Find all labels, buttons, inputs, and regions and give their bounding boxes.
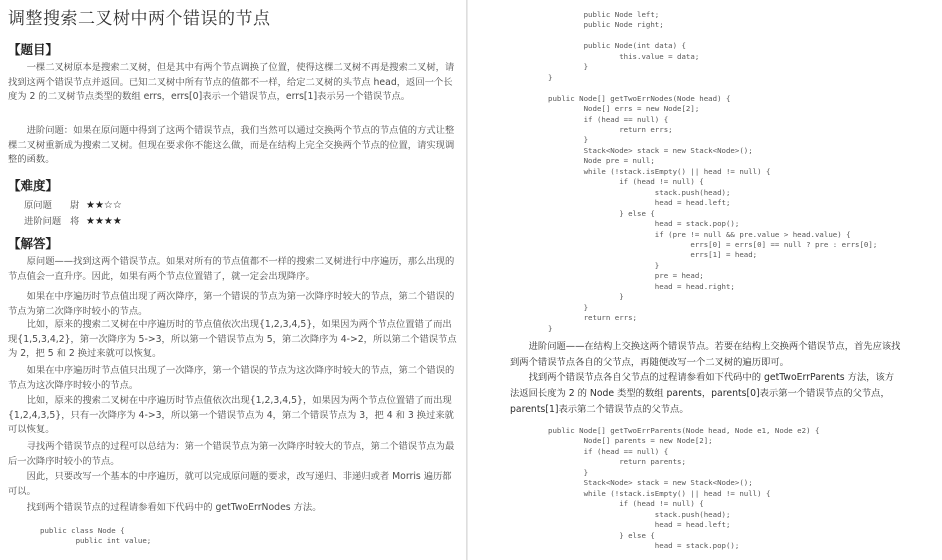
- code-block-get-two-err-parents: public Node[] getTwoErrParents(Node head, Node e1, Node e2) { Node[] parents = new Node[2]; if (head == null) { return parents; } Stack<Node> stack = new Stack<Node>(); while (!stack.isEmpty() || head != null) { if (head != null) { stack.push(head); head = head.left; } else { head = stack.pop();: [548, 426, 820, 550]
- answer-paragraph: 比如，原来的搜索二叉树在中序遍历时节点值依次出现{1,2,3,4,5}，如果因为两个节点位置错了而出现{1,2,4,3,5}，只有一次降序为 4->3，所以第一个错误节点为 4，第二个错误节点为 3，把 4 和 3 换过来就可以恢复。: [8, 395, 454, 436]
- difficulty-label: 进阶问题: [24, 216, 62, 227]
- section-heading-difficulty: 【难度】: [8, 178, 59, 193]
- section-heading-problem: 【题目】: [8, 42, 59, 57]
- difficulty-level: 尉: [70, 200, 80, 211]
- page-title: 调整搜索二叉树中两个错误的节点: [8, 9, 271, 29]
- advanced-solution-paragraph: 进阶问题——在结构上交换这两个错误节点。若要在结构上交换两个错误节点，首先应该找到两个错误节点各自的父节点，再随便改写一个二叉树的遍历即可。: [510, 341, 901, 368]
- code-block-node-class: public class Node { public int value;: [40, 526, 152, 546]
- answer-paragraph: 找到两个错误节点的过程请参看如下代码中的 getTwoErrNodes 方法。: [26, 502, 322, 513]
- answer-paragraph: 原问题——找到这两个错误节点。如果对所有的节点值都不一样的搜索二叉树进行中序遍历，那么出现的节点值会一直升序。因此，如果有两个节点位置错了，就一定会出现降序。: [8, 256, 455, 282]
- answer-paragraph: 比如，原来的搜索二叉树在中序遍历时的节点值依次出现{1,2,3,4,5}，如果因为两个节点位置错了而出现{1,5,3,4,2}，第一次降序为 5->3，所以第一个错误节点为 5，第二次降序为 4->2，所以第二个错误节点为 2，把 5 和 2 换过来就可以恢复。: [8, 319, 457, 360]
- answer-paragraph: 如果在中序遍历时节点值只出现了一次降序，第一个错误的节点为这次降序时较大的节点，第二个错误的节点为这次降序时较小的节点。: [8, 365, 455, 391]
- difficulty-stars: ★★☆☆: [86, 200, 122, 211]
- difficulty-level: 将: [70, 216, 80, 227]
- answer-paragraph: 如果在中序遍历时节点值出现了两次降序，第一个错误的节点为第一次降序时较大的节点，第二个错误的节点为第二次降序时较小的节点。: [8, 291, 455, 317]
- answer-paragraph: 寻找两个错误节点的过程可以总结为：第一个错误节点为第一次降序时较大的节点，第二个错误节点为最后一次降序时较小的节点。: [8, 441, 455, 467]
- right-page: [470, 0, 942, 560]
- left-page: [0, 0, 464, 560]
- section-heading-answer: 【解答】: [8, 236, 59, 251]
- difficulty-label: 原问题: [24, 200, 52, 211]
- code-block-get-two-err-nodes: public Node left; public Node right; public Node(int data) { this.value = data; } } public Node[] getTwoErrNodes(Node head) { Node[] errs = new Node[2]; if (head == null) { return errs; } Stack<Node> stack = new Stack<Node>(); Node pre = null; while (!stack.isEmpty() || head != null) { if (head != null) { stack.push(head); head = head.left; } else { head = stack.pop(); if (pre != null && pre.value > head.value) { errs[0] = errs[0] == null ? pre : errs[0]; errs[1] = head; } pre = head; head = head.right; } } return errs; }: [548, 10, 878, 333]
- parents-method-paragraph: 找到两个错误节点各自父节点的过程请参看如下代码中的 getTwoErrParents 方法，该方法返回长度为 2 的 Node 类型的数组 parents，parents[0]表示第一个错误节点的父节点，parents[1]表示第二个错误节点的父节点。: [510, 372, 895, 415]
- difficulty-row-basic: [24, 197, 122, 211]
- difficulty-row-advanced: [24, 213, 122, 227]
- page-divider: [466, 0, 468, 560]
- answer-paragraph: 因此，只要改写一个基本的中序遍历，就可以完成原问题的要求，改写递归、非递归或者 Morris 遍历都可以。: [8, 471, 452, 497]
- difficulty-stars: ★★★★: [86, 216, 122, 227]
- problem-paragraph: 一棵二叉树原本是搜索二叉树，但是其中有两个节点调换了位置，使得这棵二叉树不再是搜索二叉树，请找到这两个错误节点并返回。已知二叉树中所有节点的值都不一样，给定二叉树的头节点 head，返回一个长度为 2 的二叉树节点类型的数组 errs，errs[0]表示一个错误节点，errs[1]表示另一个错误节点。: [8, 62, 455, 103]
- advanced-problem-paragraph: 进阶问题：如果在原问题中得到了这两个错误节点，我们当然可以通过交换两个节点的节点值的方式让整棵二叉树重新成为搜索二叉树。但现在要求你不能这么做，而是在结构上完全交换两个节点的位置，请实现调整的函数。: [8, 125, 455, 166]
